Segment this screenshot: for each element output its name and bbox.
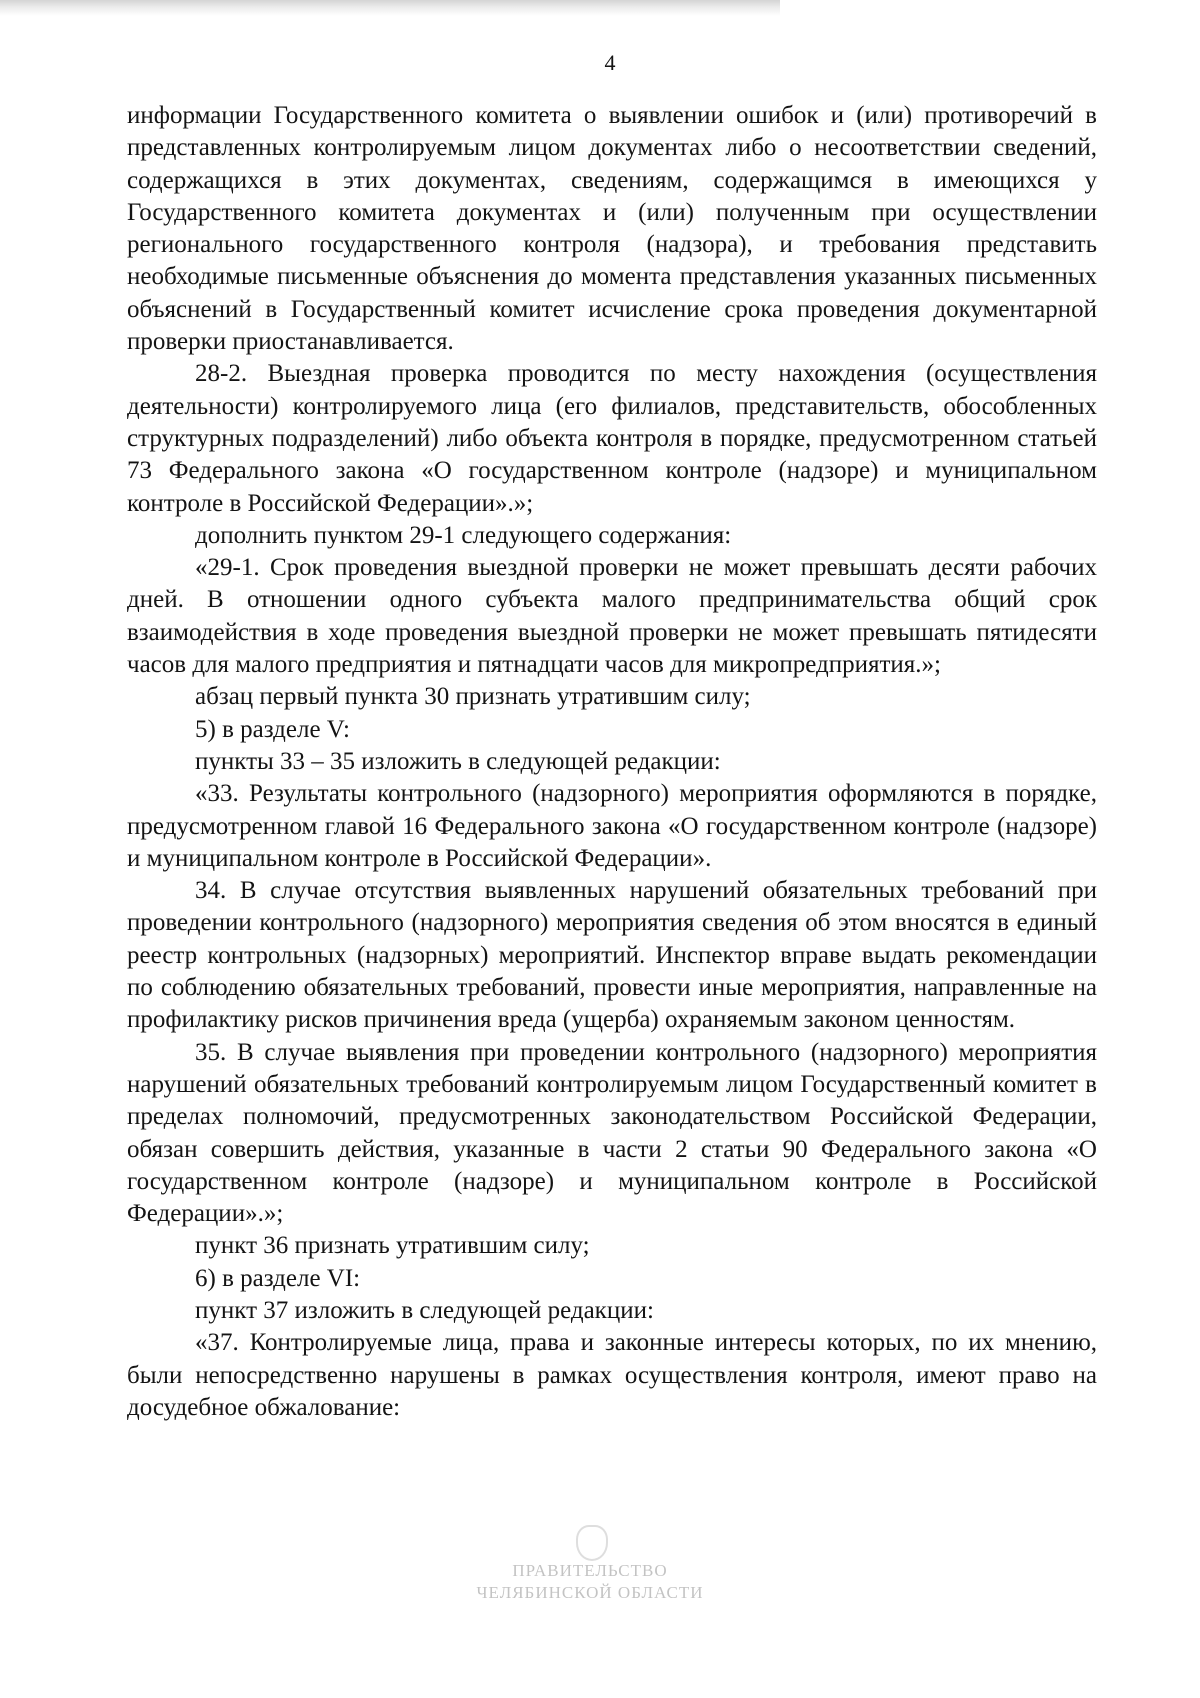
document-paragraph: 6) в разделе VI: — [195, 1264, 361, 1292]
document-paragraph: 5) в разделе V: — [195, 715, 350, 743]
document-paragraph: 35. В случае выявления при проведении контрольного (надзорного) мероприятия нарушений обязательных требований контролируемым лицом Государственный комитет в пределах полномочий, предусмотренных законодательством Российской Федерации, обязан совершить действия, указанные в части 2 статьи 90 Федерального закона «О государственном контроле (надзоре) и муниципальном контроле в Российской Федерации».»; — [127, 1038, 1097, 1228]
document-paragraph: информации Государственного комитета о выявлении ошибок и (или) противоречий в представленных контролируемым лицом документах либо о несоответствии сведений, содержащихся в этих документах, сведениям, содержащимся в имеющихся у Государственного комитета документах и (или) полученным при осуществлении регионального государственного контроля (надзора), и требования представить необходимые письменные объяснения до момента представления указанных письменных объяснений в Государственный комитет исчисление срока проведения документарной проверки приостанавливается. — [127, 102, 1097, 356]
stamp-line-1: ПРАВИТЕЛЬСТВО — [512, 1561, 668, 1580]
document-paragraph: дополнить пунктом 29-1 следующего содержания: — [195, 521, 732, 549]
document-paragraph: пункт 37 изложить в следующей редакции: — [195, 1296, 654, 1324]
government-watermark-stamp — [440, 1560, 740, 1604]
document-paragraph: 34. В случае отсутствия выявленных нарушений обязательных требований при проведении контрольного (надзорного) мероприятия сведения об этом вносятся в единый реестр контрольных (надзорных) мероприятий. Инспектор вправе выдать рекомендации по соблюдению обязательных требований, провести иные мероприятия, направленные на профилактику рисков причинения вреда (ущерба) охраняемым законом ценностям. — [127, 877, 1097, 1034]
document-paragraph: «33. Результаты контрольного (надзорного) мероприятия оформляются в порядке, предусмотренном главой 16 Федерального закона «О государственном контроле (надзоре) и муниципальном контроле в Российской Федерации». — [127, 780, 1097, 872]
document-paragraph: пункт 36 признать утратившим силу; — [195, 1232, 590, 1260]
page-number: 4 — [604, 50, 616, 75]
document-body — [127, 100, 1097, 1424]
stamp-line-2: ЧЕЛЯБИНСКОЙ ОБЛАСТИ — [476, 1583, 704, 1602]
document-paragraph: «29-1. Срок проведения выездной проверки не может превышать десяти рабочих дней. В отношении одного субъекта малого предпринимательства общий срок взаимодействия в ходе проведения выездной проверки не может превышать пятидесяти часов для малого предприятия и пятнадцати часов для микропредприятия.»; — [127, 554, 1097, 679]
scan-edge-shadow — [0, 0, 780, 16]
document-paragraph: 28-2. Выездная проверка проводится по месту нахождения (осуществления деятельности) контролируемого лица (его филиалов, представительств, обособленных структурных подразделений) либо объекта контроля в порядке, предусмотренном статьей 73 Федерального закона «О государственном контроле (надзоре) и муниципальном контроле в Российской Федерации».»; — [127, 360, 1097, 517]
document-paragraph: «37. Контролируемые лица, права и законные интересы которых, по их мнению, были непосредственно нарушены в рамках осуществления контроля, имеют право на досудебное обжалование: — [127, 1329, 1097, 1421]
emblem-watermark-icon — [576, 1525, 608, 1561]
document-paragraph: абзац первый пункта 30 признать утратившим силу; — [195, 683, 751, 711]
document-paragraph: пункты 33 – 35 изложить в следующей редакции: — [195, 747, 721, 775]
